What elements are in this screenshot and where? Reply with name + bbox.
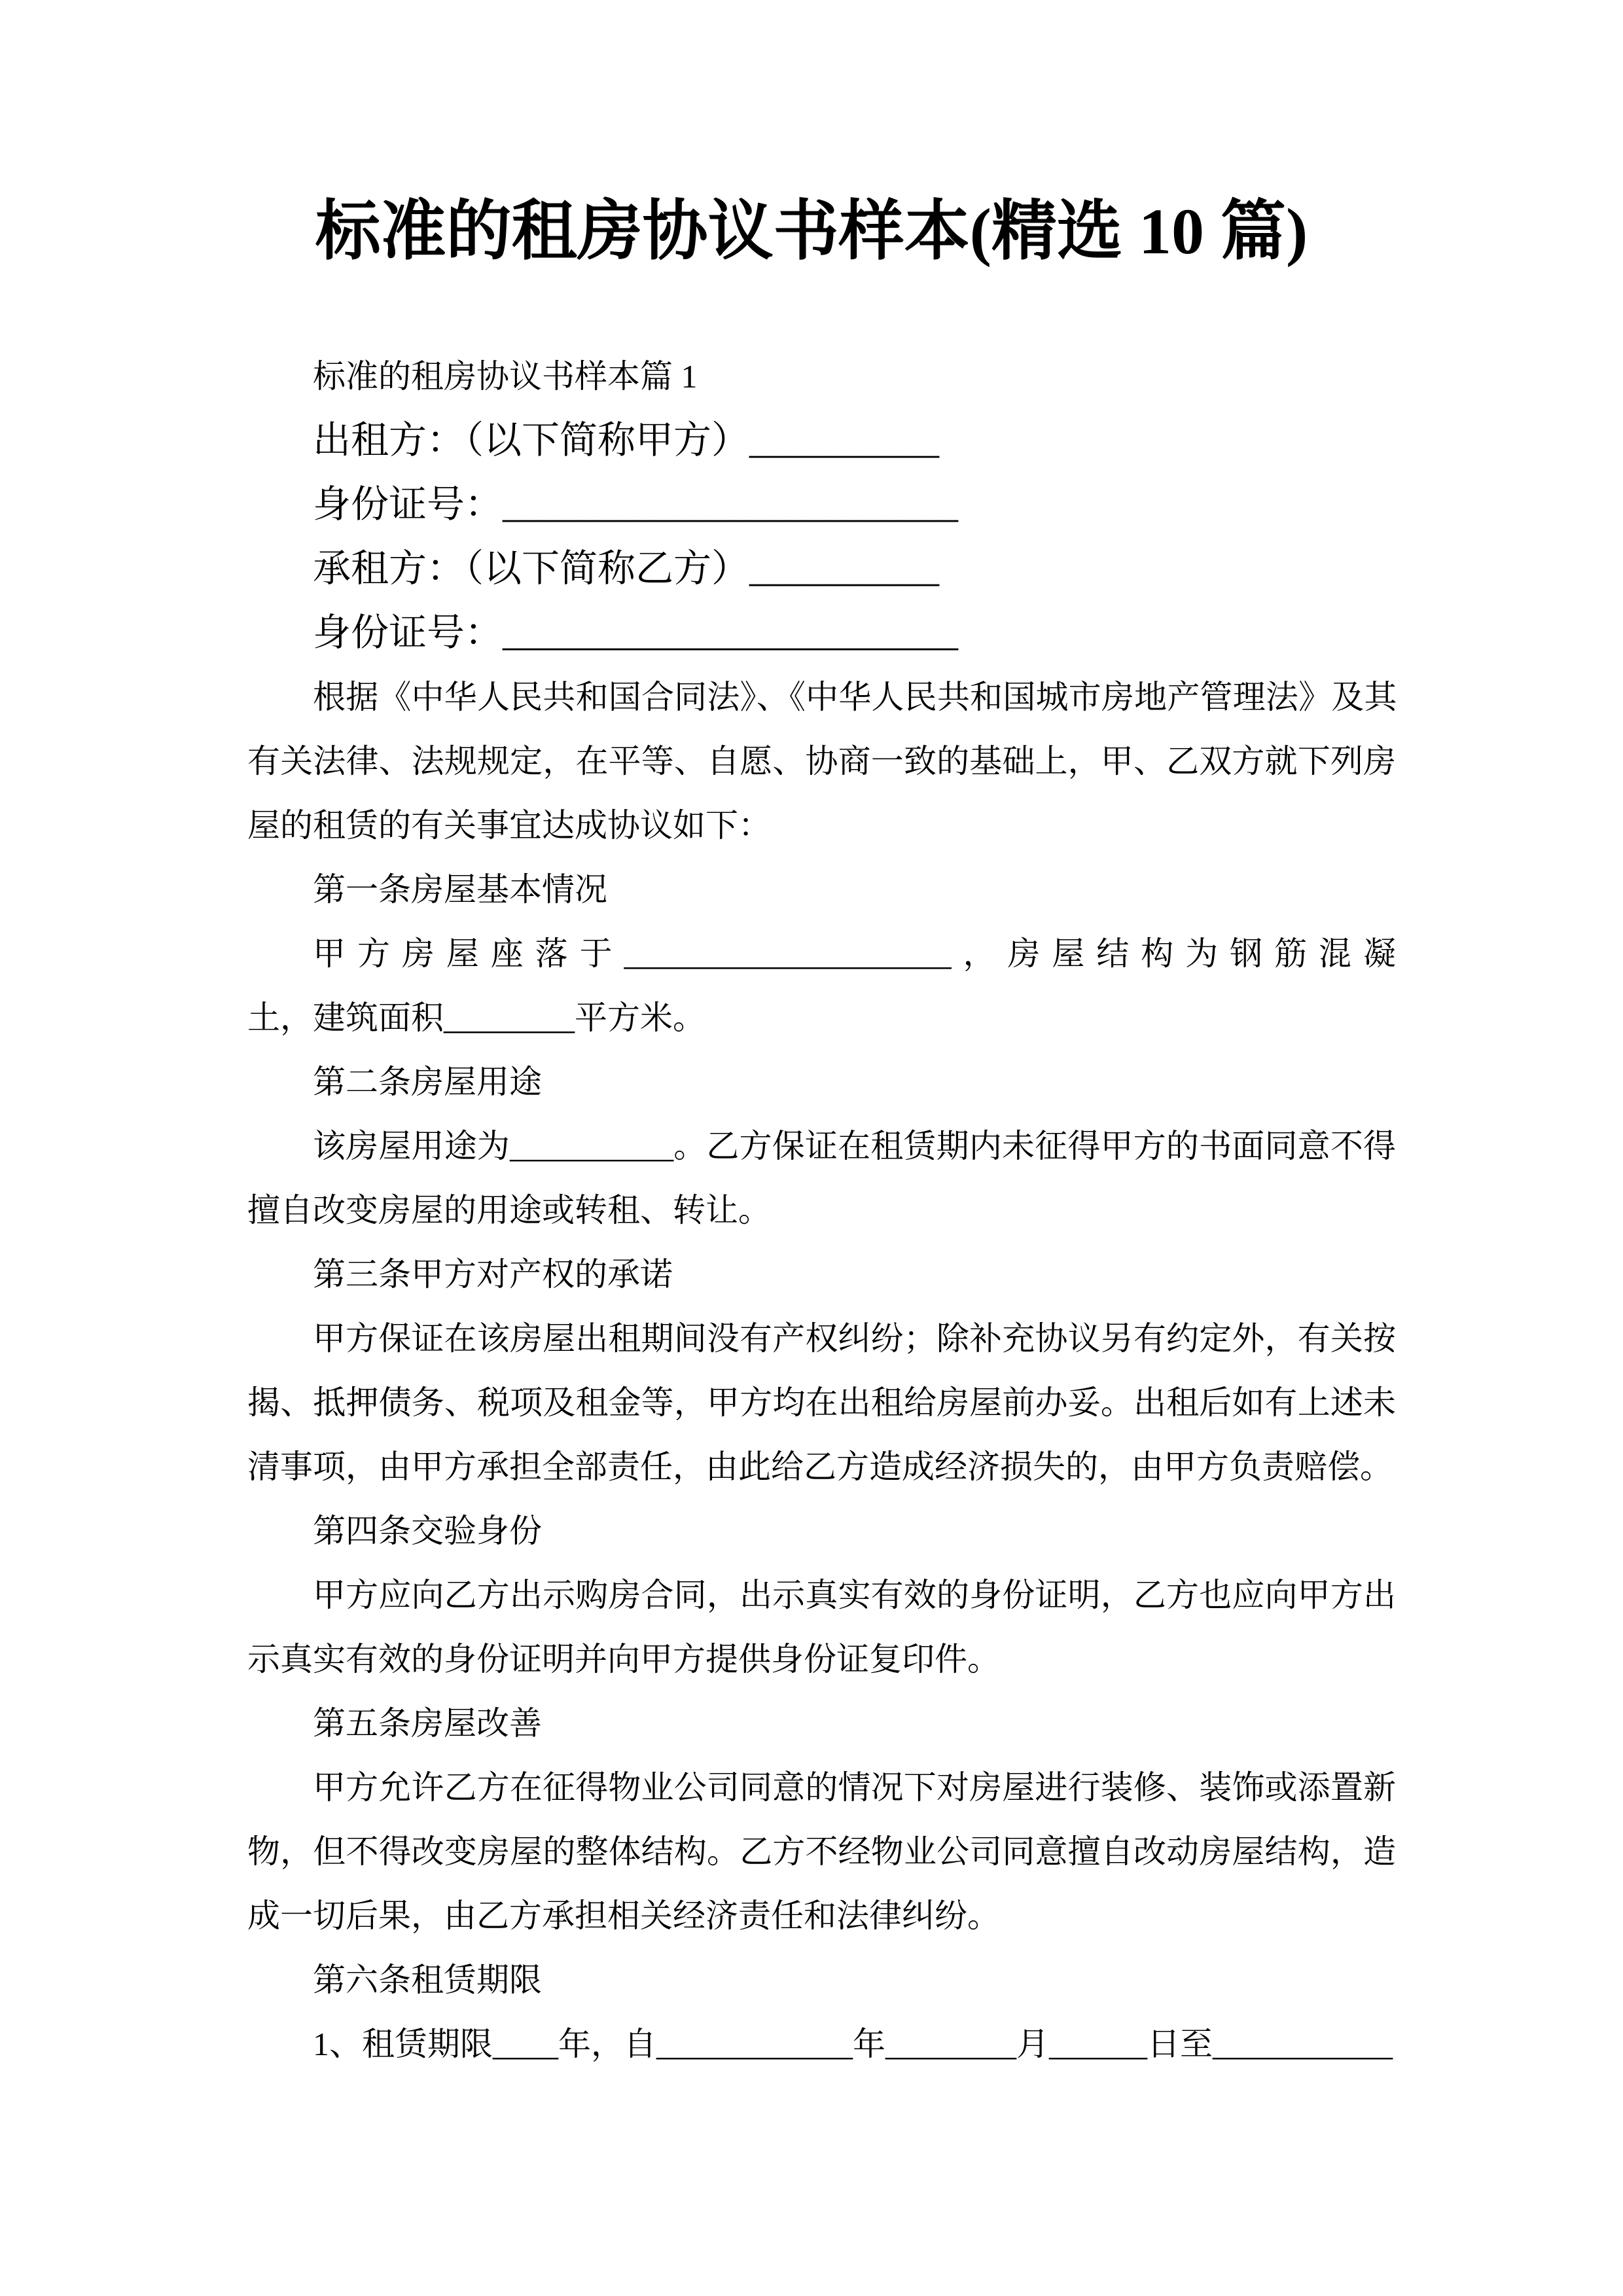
document-line: 第三条甲方对产权的承诺 <box>313 1256 673 1293</box>
document-line: 第六条租赁期限 <box>313 1962 542 1998</box>
document-line: 出租方：（以下简称甲方）__________ <box>313 419 940 461</box>
document-line: 第四条交验身份 <box>313 1513 542 1549</box>
document-title: 标准的租房协议书样本(精选 10 篇) <box>315 195 1308 268</box>
document-body <box>247 344 1396 2076</box>
document-line: 揭、抵押债务、税项及租金等，甲方均在出租给房屋前办妥。出租后如有上述未 <box>247 1384 1396 1421</box>
document-line: 甲方保证在该房屋出租期间没有产权纠纷；除补充协议另有约定外，有关按 <box>313 1320 1396 1357</box>
document-line: 该房屋用途为__________。乙方保证在租赁期内未征得甲方的书面同意不得 <box>313 1128 1396 1164</box>
document-line: 擅自改变房屋的用途或转租、转让。 <box>247 1192 771 1229</box>
document-line: 甲方应向乙方出示购房合同，出示真实有效的身份证明，乙方也应向甲方出 <box>313 1577 1396 1613</box>
document-line: 土，建筑面积________平方米。 <box>247 999 705 1036</box>
document-line: 有关法律、法规规定，在平等、自愿、协商一致的基础上，甲、乙双方就下列房 <box>247 743 1396 780</box>
document-line: 物，但不得改变房屋的整体结构。乙方不经物业公司同意擅自改动房屋结构，造 <box>247 1833 1396 1870</box>
document-line: 身份证号：________________________ <box>313 483 959 526</box>
document-line: 清事项，由甲方承担全部责任，由此给乙方造成经济损失的，由甲方负责赔偿。 <box>247 1448 1393 1485</box>
document-line: 承租方：（以下简称乙方）__________ <box>313 547 940 590</box>
document-line: 甲方房屋座落于____________________，房屋结构为钢筋混凝 <box>313 935 1396 972</box>
document-line: 身份证号：________________________ <box>313 611 959 654</box>
document-line: 屋的租赁的有关事宜达成协议如下： <box>247 807 771 844</box>
document-line: 第二条房屋用途 <box>313 1064 542 1100</box>
document-line: 根据《中华人民共和国合同法》、《中华人民共和国城市房地产管理法》及其 <box>313 679 1396 715</box>
document-line: 标准的租房协议书样本篇 1 <box>313 358 698 395</box>
document-line: 甲方允许乙方在征得物业公司同意的情况下对房屋进行装修、装饰或添置新 <box>313 1769 1396 1806</box>
document-line: 1、租赁期限____年，自____________年________月______日至___________ <box>313 2026 1393 2062</box>
document-line: 第五条房屋改善 <box>313 1705 542 1742</box>
document-line: 成一切后果，由乙方承担相关经济责任和法律纠纷。 <box>247 1897 1000 1934</box>
document-line: 示真实有效的身份证明并向甲方提供身份证复印件。 <box>247 1641 1000 1677</box>
document-line: 第一条房屋基本情况 <box>313 871 607 908</box>
